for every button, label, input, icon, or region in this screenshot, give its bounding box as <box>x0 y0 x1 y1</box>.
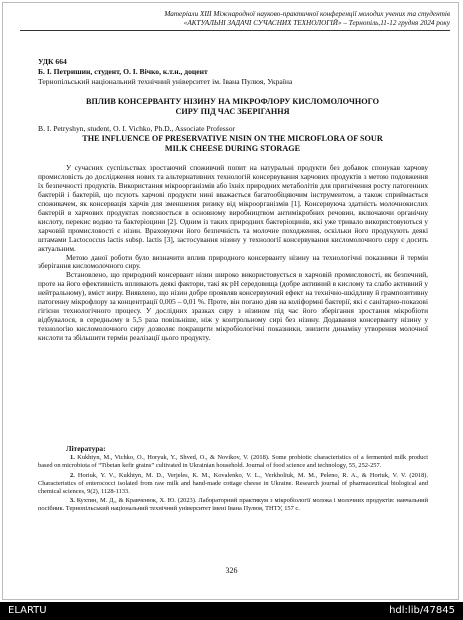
repository-name: ELARTU <box>8 605 47 616</box>
header-line-2: «АКТУАЛЬНІ ЗАДАЧІ СУЧАСНИХ ТЕХНОЛОГІЙ» – Тернопіль,11-12 грудня 2024 року <box>20 19 450 31</box>
reference-number: 1. <box>70 454 75 462</box>
title-en-line-1: THE INFLUENCE OF PRESERVATIVE NISIN ON THE MICROFLORA OF SOUR <box>82 134 383 143</box>
page-number: 326 <box>225 566 238 575</box>
article-body <box>38 164 428 343</box>
paragraph-results: Встановлено, що природний консервант нізин широко використовується в харчовій промисловості, як безпечний, проте на його ефективність впливають деякі фактори, такі як pH середовища (добре активний в кислому та слабо активний у нейтральному), вміст жиру. Виявлено, що нізин добре проявляв консервуючий ефект на технічно-шкідливу й грампозитивну патогенну мікрофлору за концентрації 0,005 – 0,01 %. Проте, він погано діяв на коліформні бактерії, які є санітарно-показові гігієни технологічного процесу. У дослідних зразках сиру з нізином під час його зберігання зростання мікробіоти відбувалося, в середньому в 5,5 раза повільніше, ніж у контрольному сирі без нізину. Додавання консерванту нізину у технологію кисломолочного сиру дозволяє покращити мікробіологічні показники, знизити динаміку утворення молочної кислоти та збільшити термін реалізації цього продукту. <box>38 270 428 343</box>
affiliation: Тернопільський національний технічний університет ім. Івана Пулюя, Україна <box>38 77 293 86</box>
authors-ua: Б. І. Петришин, студент, О. І. Вічко, к.т.н., доцент <box>38 67 208 76</box>
authors-en: B. I. Petryshyn, student, O. I. Vichko, Ph.D., Associate Professor <box>38 124 236 133</box>
title-en-line-2: MILK CHEESE DURING STORAGE <box>164 144 301 153</box>
reference-item <box>38 472 428 497</box>
references-title: Література: <box>66 444 106 453</box>
udk-code: УДК 664 <box>38 57 67 66</box>
title-en <box>40 134 425 154</box>
reference-item <box>38 497 428 513</box>
repository-footer <box>0 602 463 620</box>
paragraph-aim: Метою даної роботи було визначити вплив природного консерванту нізину на технологічні показники й термін зберігання кисломолочного сиру. <box>38 252 428 271</box>
references-section <box>38 445 428 515</box>
title-ua-line-2: СИРУ ПІД ЧАС ЗБЕРІГАННЯ <box>175 107 290 116</box>
handle-link[interactable]: hdl:lib/47845 <box>389 605 455 616</box>
conference-header <box>20 10 450 31</box>
reference-text: Kukhtyn, M., Vichko, O., Horyuk, Y., Shved, O., & Novikov, V. (2018). Some probiotic characteristics of a fermented milk product based on microbiota of “Tibetan kefir grains” cultivated in Ukrainian household. Journal of food science and technology, 55, 252-257. <box>38 454 428 470</box>
title-ua-line-1: ВПЛИВ КОНСЕРВАНТУ НІЗИНУ НА МІКРОФЛОРУ КИСЛОМОЛОЧНОГО <box>86 97 379 106</box>
title-ua <box>40 97 425 117</box>
paragraph-intro: У сучасних суспільствах зростаючий споживчий попит на натуральні продукти без добавок спонукав харчову промисловість до дослідження нових та альтернативних технологій консервування харчових продуктів з метою подовження їх безпечності продуктів. Використання мікроорганізмів або їхніх природних метаболітів для пригнічення росту патогенних бактерій і бактерій, що псують харчові продукти нині вважається багатообіцяючим інструментом, а також сприймається споживачем, як консервація харчів для зменшення ризику від мікроорганізмів [1]. Консервуюча здатність молочнокислих бактерій в харчових продуктах пояснюється в основному виробництвом антимікробних речовин, включаючи органічну кислоту, перекис водню та бактеріоцини [2]. Одним із таких природних бактеріоцинів, які уже тривало використовуються у харчовій промисловості є нізин. Враховуючи його безпечність та молочне походження, оскільки його продукують деякі штамами Lactococcus lactis subsp. lactis [3], застосування нізину у технології консервування кисломолочного сиру є досить актуальним. <box>38 163 428 253</box>
reference-text: Кухтин, М. Д., & Кравченюк, Х. Ю. (2023). Лабораторний практикум з мікробіології молока і молочних продуктів: навчальний посібник. Тернопільський національний технічний університет імені Івана Пулюя, ТНТУ, 157 с. <box>38 497 428 513</box>
reference-text: Horiuk, Y. V., Kukhtyn, M. D., Verjeles, K. M., Kovalenko, V. L., Verkholiuk, M. M., Peleno, R. A., & Horiuk, V. V. (2018). Characteristics of enterococci isolated from raw milk and hand-made cottage cheese in Ukraine. Research journal of pharmaceutical biological and chemical sciences, 9(2), 1128-1133. <box>38 471 428 496</box>
reference-item <box>38 454 428 470</box>
header-line-1: Матеріали XIII Міжнародної науково-практичної конференції молодих учених та студентів <box>164 10 450 18</box>
reference-number: 2. <box>70 471 75 479</box>
reference-number: 3. <box>70 497 75 505</box>
